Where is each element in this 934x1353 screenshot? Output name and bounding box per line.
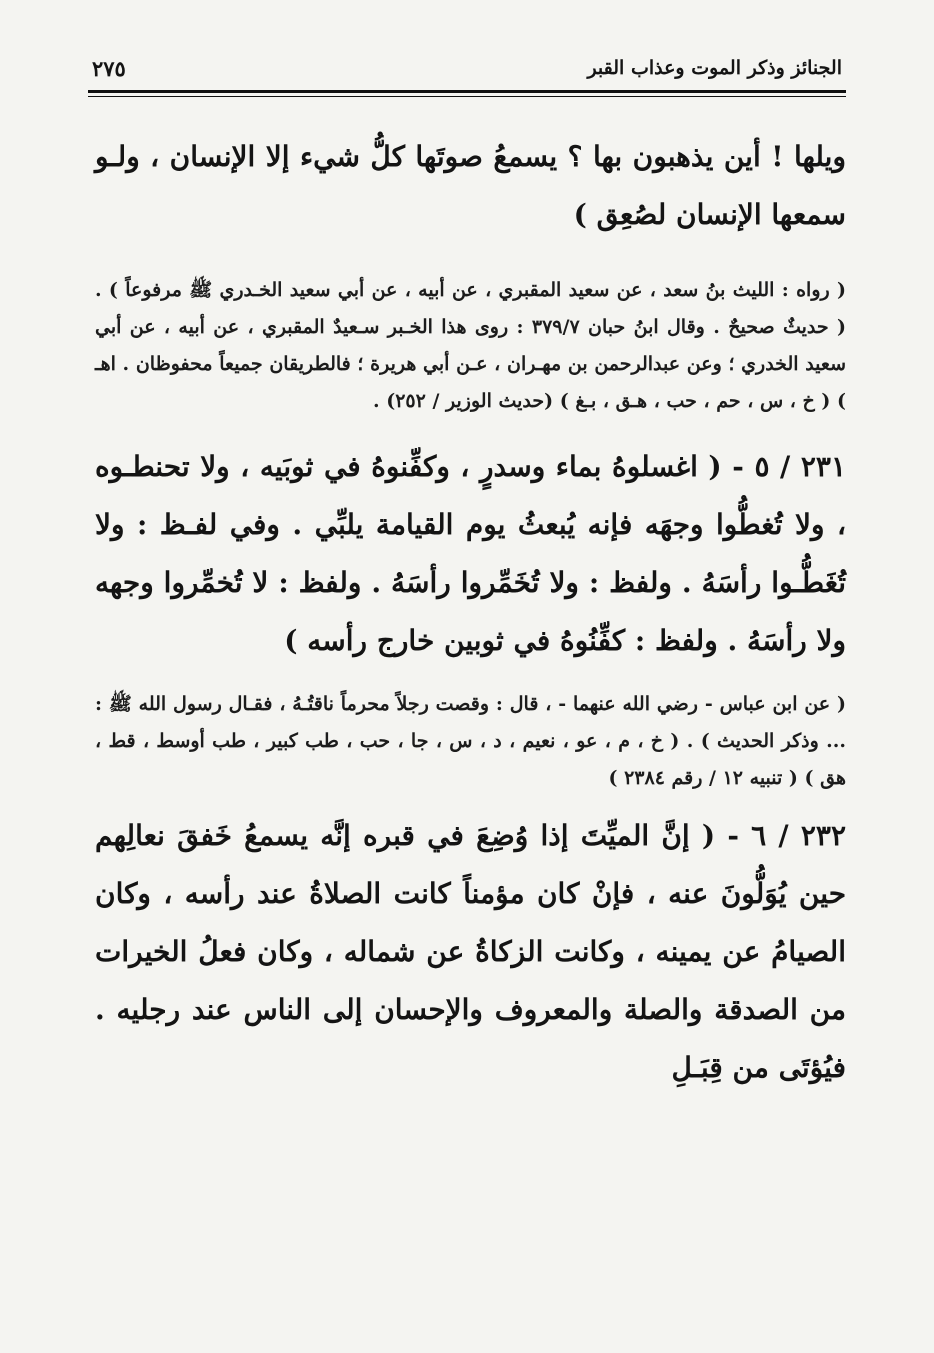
page-number: ٢٧٥ <box>92 55 126 81</box>
hadith-text: ٢٣٢ / ٦ - ( إنَّ الميِّتَ إذا وُضِعَ في قبره إنَّه يسمعُ خَفقَ نعالِهم حين يُوَلُّونَ عنه ، فإنْ كان مؤمناً كانت الصلاةُ عند رأسه ، وكان الصيامُ عن يمينه ، وكانت الزكاةُ عن شماله ، وكان فعلُ الخيرات من الصدقة والصلة والمعروف والإحسان إلى الناس عند رجليه . فيُؤتَى من قِبَـلِ <box>95 819 846 1084</box>
header-rule <box>88 90 846 97</box>
hadith-footnote: ( رواه : الليث بنُ سعد ، عن سعيد المقبري ، عن أبيه ، عن أبي سعيد الخـدري ﷺ مرفوعاً ) . ( حديثٌ صحيحٌ . وقال ابنُ حبان ٣٧٩/٧ : روى هذا الخـبر سـعيدٌ المقبري ، عن أبيه ، عن أبي سعيد الخدري ؛ وعن عبدالرحمن بن مهـران ، عـن أبي هريرة ؛ فالطريقان جميعاً محفوظان . اهـ ) ( خ ، س ، حم ، حب ، هـق ، بـغ ) (حديث الوزير / ٢٥٢) . <box>95 279 846 412</box>
running-header <box>92 48 842 88</box>
page-body <box>95 128 846 1097</box>
hadith-text: ويلها ! أين يذهبون بها ؟ يسمعُ صوتَها كلُّ شيء إلا الإنسان ، ولـو سمعها الإنسان لصُعِق ) <box>95 140 846 231</box>
hadith-footnote: ( عن ابن عباس - رضي الله عنهما - ، قال : وقصت رجلاً محرماً ناقتُـهُ ، فقـال رسول الله ﷺ : ... وذكر الحديث ) . ( خ ، م ، عو ، نعيم ، د ، س ، جا ، حب ، طب كبير ، طب أوسط ، قط ، هق ) ( تنبيه ١٢ / رقم ٢٣٨٤ ) <box>95 693 846 789</box>
chapter-title: الجنائز وذكر الموت وعذاب القبر <box>587 57 842 79</box>
hadith-text: ٢٣١ / ٥ - ( اغسلوهُ بماء وسدرٍ ، وكفِّنوهُ في ثوبَيه ، ولا تحنطـوه ، ولا تُغطُّوا وجهَه فإنه يُبعثُ يوم القيامة يلبِّي . وفي لفـظ : ولا تُغَطُّـوا رأسَهُ . ولفظ : ولا تُخَمِّروا رأسَهُ . ولفظ : لا تُخمِّروا وجهه ولا رأسَهُ . ولفظ : كفِّنُوهُ في ثوبين خارج رأسه ) <box>95 450 846 657</box>
